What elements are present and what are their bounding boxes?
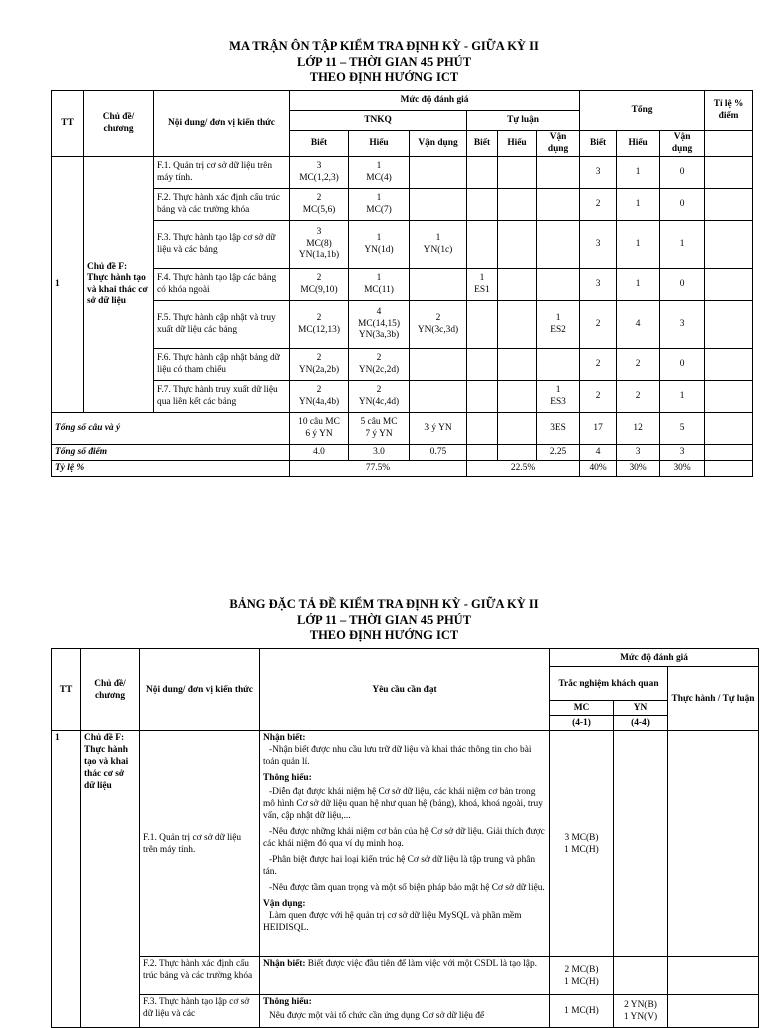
spec-header-requirement: Yêu cầu cần đạt xyxy=(260,649,550,731)
cell-line: 1 xyxy=(555,385,561,395)
matrix-value-cell xyxy=(498,269,537,301)
matrix-value-cell xyxy=(705,157,753,189)
matrix-value-cell xyxy=(617,381,660,413)
matrix-row xyxy=(52,157,753,189)
matrix-content-cell: F.6. Thực hành cập nhật bảng dữ liệu có tham chiếu xyxy=(154,349,290,381)
cell-line: 2 xyxy=(595,390,601,401)
spec-header-yn-sub: (4-4) xyxy=(614,716,668,731)
matrix-value-cell xyxy=(410,269,467,301)
cell-line: 2 xyxy=(635,390,641,401)
spec-header-yn: YN xyxy=(614,701,668,716)
matrix-value-cell xyxy=(467,349,498,381)
matrix-total-points-cell: 3.0 xyxy=(349,445,410,461)
spec-title-line: LỚP 11 – THỜI GIAN 45 PHÚT xyxy=(296,612,472,627)
spec-requirement-cell xyxy=(260,731,550,957)
matrix-value-cell xyxy=(705,349,753,381)
matrix-value-cell xyxy=(580,349,617,381)
spec-body xyxy=(52,731,759,1028)
cell-line: 2 xyxy=(316,193,322,203)
matrix-value-cell xyxy=(410,301,467,349)
matrix-subheader-cell: Vận dụng xyxy=(537,131,580,157)
matrix-value-cell xyxy=(467,157,498,189)
matrix-row xyxy=(52,221,753,269)
cell-line: 3 MC(B) xyxy=(564,832,599,843)
specification-table xyxy=(51,648,759,1028)
matrix-value-cell xyxy=(660,221,705,269)
matrix-total-points-cell: 3 xyxy=(617,445,660,461)
cell-line: 0 xyxy=(679,358,685,369)
cell-line: 3 xyxy=(595,278,601,289)
matrix-content-cell: F.1. Quản trị cơ sở dữ liệu trên máy tính. xyxy=(154,157,290,189)
matrix-value-cell xyxy=(290,221,349,269)
cell-line: MC(11) xyxy=(364,284,394,295)
matrix-header-tuluan: Tự luận xyxy=(467,111,580,131)
cell-line: YN(4c,4d) xyxy=(358,396,400,407)
matrix-total-count-cell xyxy=(290,413,349,445)
cell-line: 1 xyxy=(635,166,641,177)
matrix-row xyxy=(52,269,753,301)
cell-line: YN(2c,2d) xyxy=(358,364,400,375)
matrix-body xyxy=(52,157,753,477)
cell-line: 1 xyxy=(679,390,685,401)
matrix-ratio-tuluan: 22.5% xyxy=(467,461,580,477)
matrix-row xyxy=(52,349,753,381)
cell-line: 2 xyxy=(595,358,601,369)
matrix-total-count-cell xyxy=(498,413,537,445)
matrix-value-cell xyxy=(349,221,410,269)
matrix-value-cell xyxy=(410,381,467,413)
matrix-value-cell xyxy=(580,301,617,349)
matrix-total-points-cell xyxy=(498,445,537,461)
spec-title-line: BẢNG ĐẶC TẢ ĐỀ KIỂM TRA ĐỊNH KỲ - GIỮA KỲ II xyxy=(229,597,539,611)
matrix-total-count-cell xyxy=(349,413,410,445)
assessment-matrix-table xyxy=(51,90,753,477)
requirement-text: -Nêu được tầm quan trọng và một số biện pháp bảo mật hệ Cơ sở dữ liệu. xyxy=(269,883,545,893)
cell-line: MC(5,6) xyxy=(302,204,336,215)
spec-row xyxy=(52,731,759,957)
spec-header-level: Mức độ đánh giá xyxy=(550,649,759,667)
spec-content-cell: F.1. Quản trị cơ sở dữ liệu trên máy tính. xyxy=(140,731,260,957)
matrix-value-cell xyxy=(705,381,753,413)
spec-topic-number: 1 xyxy=(52,731,81,1028)
matrix-value-cell xyxy=(617,157,660,189)
cell-line: MC(1,2,3) xyxy=(299,172,339,183)
matrix-value-cell xyxy=(349,157,410,189)
matrix-content-cell: F.5. Thực hành cập nhật và truy xuất dữ liệu các bảng xyxy=(154,301,290,349)
matrix-total-count-label: Tổng số câu và ý xyxy=(52,413,290,445)
matrix-value-cell xyxy=(705,221,753,269)
spec-requirement-cell xyxy=(260,995,550,1028)
cell-line: 1 xyxy=(376,233,382,243)
matrix-value-cell xyxy=(537,157,580,189)
requirement-level-label: Thông hiểu: xyxy=(263,773,312,783)
matrix-title-line: MA TRẬN ÔN TẬP KIỂM TRA ĐỊNH KỲ - GIỮA KỲ II xyxy=(229,39,539,53)
matrix-value-cell xyxy=(349,269,410,301)
spec-mc-cell xyxy=(550,957,614,995)
cell-line: ES2 xyxy=(550,324,566,335)
matrix-header-content: Nội dung/ đơn vị kiến thức xyxy=(154,91,290,157)
matrix-total-points-cell xyxy=(467,445,498,461)
matrix-ratio-total-cell: 30% xyxy=(617,461,660,477)
cell-line: 1 xyxy=(635,198,641,209)
spec-header-tnkq: Trắc nghiệm khách quan xyxy=(550,667,668,701)
cell-line: MC(12,13) xyxy=(298,324,340,335)
matrix-subheader-cell: Biết xyxy=(290,131,349,157)
cell-line: 2 YN(B) xyxy=(624,1000,657,1010)
matrix-row xyxy=(52,301,753,349)
matrix-topic-name: Chủ đề F: Thực hành tạo và khai thác cơ sở dữ liệu xyxy=(84,157,154,413)
spec-header-mc-sub: (4-1) xyxy=(550,716,614,731)
matrix-total-points-cell: 2.25 xyxy=(537,445,580,461)
spec-content-cell: F.3. Thực hành tạo lập cơ sở dữ liệu và các xyxy=(140,995,260,1028)
cell-line: 1 xyxy=(376,161,382,171)
matrix-value-cell xyxy=(660,301,705,349)
matrix-title-line: THEO ĐỊNH HƯỚNG ICT xyxy=(309,70,459,84)
spec-requirement-cell xyxy=(260,957,550,995)
cell-line: 2 xyxy=(316,313,322,323)
matrix-value-cell xyxy=(537,349,580,381)
spec-mc-cell xyxy=(550,995,614,1028)
requirement-level-label: Nhận biết: xyxy=(263,959,306,969)
cell-line: 3 xyxy=(595,166,601,177)
cell-line: 1 xyxy=(635,238,641,249)
cell-line: YN(2a,2b) xyxy=(298,364,340,375)
cell-line: MC(14,15) xyxy=(358,318,400,329)
matrix-value-cell xyxy=(617,189,660,221)
cell-line: 3 xyxy=(595,238,601,249)
matrix-header-ratio: Tỉ lệ % điểm xyxy=(705,91,753,131)
requirement-level-label: Vận dụng: xyxy=(263,899,306,909)
cell-line: YN(1c) xyxy=(423,244,453,255)
spec-mc-cell xyxy=(550,731,614,957)
cell-line: 3 xyxy=(316,161,322,171)
matrix-title-line: LỚP 11 – THỜI GIAN 45 PHÚT xyxy=(296,54,472,69)
cell-line: 7 ý YN xyxy=(365,428,393,439)
cell-line: 0 xyxy=(679,198,685,209)
matrix-value-cell xyxy=(537,381,580,413)
matrix-ratio-total-cell: 40% xyxy=(580,461,617,477)
cell-line: YN(1a,1b) xyxy=(298,250,340,261)
matrix-value-cell xyxy=(498,221,537,269)
cell-line: 1 xyxy=(635,278,641,289)
cell-line: 4 xyxy=(635,318,641,329)
matrix-value-cell xyxy=(498,157,537,189)
cell-line: 2 xyxy=(376,353,382,363)
matrix-row xyxy=(52,189,753,221)
cell-line: 2 xyxy=(595,198,601,209)
cell-line: MC(9,10) xyxy=(300,284,338,295)
cell-line: 1 xyxy=(376,193,382,203)
matrix-header-level: Mức độ đánh giá xyxy=(290,91,580,111)
matrix-total-count-cell xyxy=(617,413,660,445)
cell-line: 4 xyxy=(376,307,382,318)
cell-line: 2 xyxy=(635,358,641,369)
matrix-subheader-cell: Hiểu xyxy=(498,131,537,157)
matrix-content-cell: F.3. Thực hành tạo lập cơ sở dữ liệu và các bảng xyxy=(154,221,290,269)
matrix-total-count-cell xyxy=(467,413,498,445)
cell-line: 2 xyxy=(316,353,322,363)
matrix-value-cell xyxy=(467,269,498,301)
matrix-ratio-row xyxy=(52,461,753,477)
matrix-total-points-label: Tổng số điểm xyxy=(52,445,290,461)
requirement-level-label: Nhận biết: xyxy=(263,733,306,743)
cell-line: YN(1d) xyxy=(364,244,394,255)
matrix-value-cell xyxy=(290,301,349,349)
matrix-value-cell xyxy=(498,301,537,349)
cell-line: 2 xyxy=(316,385,322,395)
matrix-value-cell xyxy=(290,189,349,221)
cell-line: 1 xyxy=(435,233,441,243)
matrix-subheader-cell: Biết xyxy=(467,131,498,157)
matrix-value-cell xyxy=(290,381,349,413)
spec-topic-name: Chủ đề F: Thực hành tạo và khai thác cơ sở dữ liệu xyxy=(81,731,140,1028)
matrix-value-cell xyxy=(467,381,498,413)
matrix-total-count-cell xyxy=(705,413,753,445)
matrix-row xyxy=(52,381,753,413)
matrix-value-cell xyxy=(410,189,467,221)
requirement-text: Biết được việc đầu tiên để làm việc với một CSDL là tạo lập. xyxy=(307,959,537,969)
cell-line: MC(8) xyxy=(306,238,332,249)
requirement-text: -Nhận biết được nhu cầu lưu trữ dữ liệu và khai thác thông tin cho bài toán quản lí. xyxy=(263,745,532,767)
matrix-value-cell xyxy=(537,189,580,221)
cell-line: 1 xyxy=(479,273,485,283)
matrix-value-cell xyxy=(660,269,705,301)
spec-header-tt: TT xyxy=(52,649,81,731)
matrix-value-cell xyxy=(410,221,467,269)
cell-line: 0 xyxy=(679,166,685,177)
requirement-text: Làm quen được với hệ quản trị cơ sở dữ liệu MySQL và phần mềm HEIDISQL. xyxy=(263,911,522,933)
matrix-header-chapter: Chủ đề/ chương xyxy=(84,91,154,157)
matrix-value-cell xyxy=(580,269,617,301)
matrix-value-cell xyxy=(467,189,498,221)
matrix-content-cell: F.7. Thực hành truy xuất dữ liệu qua liên kết các bảng xyxy=(154,381,290,413)
spec-title-line: THEO ĐỊNH HƯỚNG ICT xyxy=(309,628,459,642)
matrix-total-points-cell: 3 xyxy=(660,445,705,461)
matrix-value-cell xyxy=(660,157,705,189)
matrix-subheader-cell: Biết xyxy=(580,131,617,157)
matrix-value-cell xyxy=(580,381,617,413)
matrix-value-cell xyxy=(349,189,410,221)
spec-row xyxy=(52,957,759,995)
cell-line: 6 ý YN xyxy=(305,428,333,439)
matrix-subheader-cell xyxy=(705,131,753,157)
cell-line: 2 MC(B) xyxy=(564,964,599,975)
cell-line: ES1 xyxy=(474,284,490,295)
requirement-text: -Diễn đạt được khái niệm hệ Cơ sở dữ liệu, các khái niệm cơ bản trong mô hình Cơ sở dữ liệu quan hệ như quan hệ (bảng), khoá, khoá ngoài, truy vấn, cập nhật dữ liệu,... xyxy=(263,787,543,821)
cell-line: 2 xyxy=(435,313,441,323)
matrix-content-cell: F.2. Thực hành xác định cấu trúc bảng và các trường khóa xyxy=(154,189,290,221)
cell-line: 1 xyxy=(679,238,685,249)
matrix-value-cell xyxy=(617,269,660,301)
spec-row xyxy=(52,995,759,1028)
spec-practice-cell xyxy=(668,957,759,995)
cell-line: 1 xyxy=(555,313,561,323)
spec-yn-cell xyxy=(614,731,668,957)
spec-header-content: Nội dung/ đơn vị kiến thức xyxy=(140,649,260,731)
cell-line: YN(3a,3b) xyxy=(358,330,400,341)
cell-line: 1 MC(H) xyxy=(564,976,599,987)
cell-line: 1 YN(V) xyxy=(623,1012,658,1022)
matrix-value-cell xyxy=(580,221,617,269)
matrix-total-count-cell xyxy=(537,413,580,445)
cell-line: 3 xyxy=(679,318,685,329)
matrix-value-cell xyxy=(580,157,617,189)
matrix-title xyxy=(0,39,768,86)
matrix-value-cell xyxy=(498,349,537,381)
matrix-value-cell xyxy=(617,221,660,269)
matrix-value-cell xyxy=(290,157,349,189)
matrix-value-cell xyxy=(660,189,705,221)
matrix-total-count-cell xyxy=(660,413,705,445)
spec-content-cell: F.2. Thực hành xác định cấu trúc bảng và các trường khóa xyxy=(140,957,260,995)
matrix-value-cell xyxy=(467,221,498,269)
cell-line: 1 MC(H) xyxy=(564,844,599,855)
cell-line: 1 xyxy=(376,273,382,283)
matrix-total-points-cell: 4 xyxy=(580,445,617,461)
matrix-total-points-cell: 4.0 xyxy=(290,445,349,461)
matrix-content-cell: F.4. Thực hành tạo lập các bảng có khóa ngoài xyxy=(154,269,290,301)
cell-line: 3 ý YN xyxy=(424,422,452,433)
matrix-header-total: Tổng xyxy=(580,91,705,131)
matrix-value-cell xyxy=(537,301,580,349)
matrix-value-cell xyxy=(349,301,410,349)
matrix-value-cell xyxy=(660,381,705,413)
matrix-topic-number: 1 xyxy=(52,157,84,413)
matrix-value-cell xyxy=(410,349,467,381)
matrix-value-cell xyxy=(537,269,580,301)
matrix-subheader-cell: Vận dụng xyxy=(410,131,467,157)
matrix-value-cell xyxy=(705,301,753,349)
matrix-value-cell xyxy=(290,269,349,301)
matrix-header-tt: TT xyxy=(52,91,84,157)
matrix-header-tnkq: TNKQ xyxy=(290,111,467,131)
matrix-value-cell xyxy=(617,349,660,381)
spec-header-chapter: Chủ đề/ chương xyxy=(81,649,140,731)
cell-line: MC(7) xyxy=(366,204,392,215)
cell-line: 2 xyxy=(316,273,322,283)
matrix-subheader-cell: Hiểu xyxy=(617,131,660,157)
matrix-subheader-cell: Vận dụng xyxy=(660,131,705,157)
matrix-total-points-cell xyxy=(705,445,753,461)
cell-line: 10 câu MC xyxy=(298,417,340,427)
matrix-value-cell xyxy=(705,189,753,221)
spec-header-mc: MC xyxy=(550,701,614,716)
matrix-value-cell xyxy=(617,301,660,349)
matrix-value-cell xyxy=(580,189,617,221)
matrix-ratio-total-cell: 30% xyxy=(660,461,705,477)
requirement-text: -Phân biệt được hai loại kiến trúc hệ Cơ sở dữ liệu là tập trung và phân tán. xyxy=(263,855,536,877)
matrix-total-count-cell xyxy=(410,413,467,445)
cell-line: 12 xyxy=(633,422,643,433)
matrix-ratio-tnkq: 77.5% xyxy=(290,461,467,477)
spec-practice-cell xyxy=(668,731,759,957)
spec-yn-cell xyxy=(614,957,668,995)
matrix-total-count-row xyxy=(52,413,753,445)
cell-line: 2 xyxy=(376,385,382,395)
matrix-total-points-row xyxy=(52,445,753,461)
matrix-value-cell xyxy=(290,349,349,381)
matrix-total-points-cell: 0.75 xyxy=(410,445,467,461)
spec-yn-cell xyxy=(614,995,668,1028)
spec-practice-cell xyxy=(668,995,759,1028)
requirement-level-label: Thông hiểu: xyxy=(263,997,312,1007)
cell-line: 1 MC(H) xyxy=(564,1006,599,1016)
cell-line: 17 xyxy=(593,422,603,433)
cell-line: MC(4) xyxy=(366,172,392,183)
cell-line: 3 xyxy=(316,227,322,238)
matrix-ratio-label: Tỷ lệ % xyxy=(52,461,290,477)
spec-title xyxy=(0,597,768,644)
matrix-ratio-empty xyxy=(705,461,753,477)
cell-line: 3ES xyxy=(550,422,566,433)
matrix-value-cell xyxy=(660,349,705,381)
spec-header-practice: Thực hành / Tự luận xyxy=(668,667,759,731)
requirement-text: -Nêu được những khái niệm cơ bản của hệ Cơ sở dữ liệu. Giải thích được các khái niệm đó qua ví dụ minh hoạ. xyxy=(263,827,545,849)
matrix-value-cell xyxy=(537,221,580,269)
matrix-value-cell xyxy=(349,381,410,413)
matrix-value-cell xyxy=(349,349,410,381)
matrix-value-cell xyxy=(467,301,498,349)
matrix-subheader-cell: Hiểu xyxy=(349,131,410,157)
matrix-total-count-cell xyxy=(580,413,617,445)
cell-line: YN(4a,4b) xyxy=(298,396,340,407)
matrix-value-cell xyxy=(705,269,753,301)
matrix-value-cell xyxy=(410,157,467,189)
cell-line: ES3 xyxy=(550,396,566,407)
requirement-text: Nêu được một vài tổ chức cần ứng dụng Cơ sở dữ liệu để xyxy=(269,1011,485,1021)
cell-line: 5 câu MC xyxy=(360,417,398,427)
cell-line: 2 xyxy=(595,318,601,329)
cell-line: 0 xyxy=(679,278,685,289)
matrix-value-cell xyxy=(498,381,537,413)
cell-line: 5 xyxy=(679,422,685,433)
matrix-value-cell xyxy=(498,189,537,221)
cell-line: YN(3c,3d) xyxy=(417,324,459,335)
